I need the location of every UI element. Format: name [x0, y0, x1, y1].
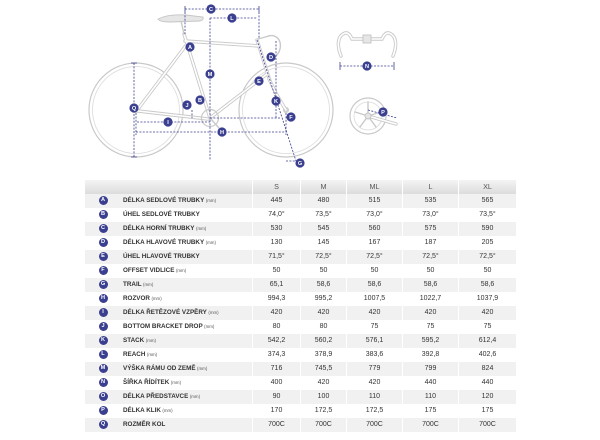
value-o-s: 90 [252, 390, 300, 404]
row-unit: (mm) [151, 296, 162, 301]
marker-f-label: F [289, 115, 293, 121]
row-letter-badge: D [99, 238, 108, 247]
row-letter-cell [85, 292, 121, 306]
saddle [158, 15, 203, 22]
row-letter-cell [85, 278, 121, 292]
header-size-s: S [252, 180, 300, 194]
table-body [85, 194, 516, 432]
marker-i-label: I [167, 120, 169, 126]
value-p-m: 172,5 [300, 404, 346, 418]
value-h-l: 1022,7 [402, 292, 458, 306]
row-unit: (mm) [205, 240, 216, 245]
value-m-l: 799 [402, 362, 458, 376]
marker-g-label: G [297, 161, 303, 167]
row-letter-badge: Q [99, 420, 108, 429]
row-label-cell [121, 222, 252, 236]
value-q-l: 700C [402, 418, 458, 432]
row-letter-cell [85, 320, 121, 334]
row-label: VÝŠKA RÁMU OD ZEMĚ [123, 365, 196, 372]
marker-j-label: J [185, 103, 189, 109]
row-letter-badge: B [99, 210, 108, 219]
value-b-s: 74,0° [252, 208, 300, 222]
value-i-s: 420 [252, 306, 300, 320]
table-row-b [85, 208, 516, 222]
value-q-m: 700C [300, 418, 346, 432]
value-d-s: 130 [252, 236, 300, 250]
value-b-xl: 73,5° [458, 208, 516, 222]
row-letter-cell [85, 236, 121, 250]
value-h-m: 995,2 [300, 292, 346, 306]
value-g-xl: 58,6 [458, 278, 516, 292]
marker-c [206, 4, 215, 13]
table-header [85, 180, 516, 194]
marker-j [182, 100, 191, 109]
table-row-g [85, 278, 516, 292]
value-b-m: 73,5° [300, 208, 346, 222]
row-label: DÉLKA ŘETĚZOVÉ VZPĚRY [123, 309, 207, 316]
value-n-xl: 440 [458, 376, 516, 390]
value-e-l: 72,5° [402, 250, 458, 264]
row-letter-cell [85, 376, 121, 390]
marker-m-label: M [207, 72, 213, 78]
table-row-c [85, 222, 516, 236]
row-letter-cell [85, 418, 121, 432]
row-label: TRAIL [123, 281, 142, 288]
table-row-o [85, 390, 516, 404]
value-j-xl: 75 [458, 320, 516, 334]
row-letter-badge: N [99, 378, 108, 387]
row-label-cell [121, 250, 252, 264]
row-unit: (mm) [170, 380, 182, 385]
row-letter-cell [85, 404, 121, 418]
table-row-j [85, 320, 516, 334]
marker-c-label: C [208, 7, 214, 13]
value-p-xl: 175 [458, 404, 516, 418]
marker-n [362, 61, 371, 70]
value-q-xl: 700C [458, 418, 516, 432]
row-letter-cell [85, 348, 121, 362]
value-d-l: 187 [402, 236, 458, 250]
row-label: DÉLKA HLAVOVÉ TRUBKY [123, 239, 205, 246]
row-label-cell [121, 194, 252, 208]
value-k-ml: 576,1 [346, 334, 402, 348]
value-q-s: 700C [252, 418, 300, 432]
row-letter-badge: G [99, 280, 108, 289]
header-size-xl: XL [458, 180, 516, 194]
marker-m [205, 69, 214, 78]
row-letter-badge: K [99, 336, 108, 345]
value-o-l: 110 [402, 390, 458, 404]
row-letter-badge: E [99, 252, 108, 261]
value-i-ml: 420 [346, 306, 402, 320]
value-j-ml: 75 [346, 320, 402, 334]
value-d-ml: 167 [346, 236, 402, 250]
row-letter-cell [85, 250, 121, 264]
marker-q-label: Q [131, 106, 137, 112]
marker-l-label: L [230, 16, 234, 22]
value-e-xl: 72,5° [458, 250, 516, 264]
row-letter-badge: H [99, 294, 108, 303]
row-label-cell [121, 306, 252, 320]
row-letter-cell [85, 194, 121, 208]
table-row-l [85, 348, 516, 362]
value-i-xl: 420 [458, 306, 516, 320]
marker-e-label: E [257, 79, 261, 85]
value-n-l: 440 [402, 376, 458, 390]
row-unit: (mm) [189, 394, 201, 399]
value-i-m: 420 [300, 306, 346, 320]
value-c-s: 530 [252, 222, 300, 236]
row-label: ÚHEL SEDLOVÉ TRUBKY [123, 211, 200, 218]
row-letter-cell [85, 208, 121, 222]
table-row-f [85, 264, 516, 278]
value-o-m: 100 [300, 390, 346, 404]
value-m-ml: 779 [346, 362, 402, 376]
dimension-markers [129, 4, 387, 167]
row-unit: (mm) [146, 352, 158, 357]
row-unit: (mm) [204, 324, 215, 329]
marker-d [266, 52, 275, 61]
row-unit: (mm) [162, 408, 173, 413]
geometry-table [85, 180, 516, 432]
value-g-ml: 58,6 [346, 278, 402, 292]
table-row-i [85, 306, 516, 320]
marker-b [195, 95, 204, 104]
value-h-ml: 1007,5 [346, 292, 402, 306]
value-f-s: 50 [252, 264, 300, 278]
row-label-cell [121, 418, 252, 432]
marker-a-label: A [187, 45, 193, 51]
value-l-l: 392,8 [402, 348, 458, 362]
value-n-s: 400 [252, 376, 300, 390]
marker-k-label: K [273, 99, 279, 105]
value-c-xl: 590 [458, 222, 516, 236]
row-label: DÉLKA HORNÍ TRUBKY [123, 225, 195, 232]
value-h-s: 994,3 [252, 292, 300, 306]
row-label-cell [121, 376, 252, 390]
marker-i [163, 117, 172, 126]
marker-k [271, 96, 280, 105]
value-f-l: 50 [402, 264, 458, 278]
value-l-xl: 402,6 [458, 348, 516, 362]
value-f-m: 50 [300, 264, 346, 278]
row-label-cell [121, 404, 252, 418]
value-p-ml: 172,5 [346, 404, 402, 418]
table-row-h [85, 292, 516, 306]
row-unit: (mm) [205, 198, 217, 203]
marker-n-label: N [364, 64, 370, 70]
value-g-s: 65,1 [252, 278, 300, 292]
row-letter-badge: C [99, 224, 108, 233]
row-label: STACK [123, 337, 145, 344]
table-row-a [85, 194, 516, 208]
value-k-xl: 612,4 [458, 334, 516, 348]
value-m-m: 745,5 [300, 362, 346, 376]
row-letter-cell [85, 362, 121, 376]
value-c-ml: 560 [346, 222, 402, 236]
row-label-cell [121, 236, 252, 250]
marker-p-label: P [381, 110, 385, 116]
seatpost [181, 21, 184, 34]
row-letter-badge: I [99, 308, 108, 317]
value-k-s: 542,2 [252, 334, 300, 348]
row-label-cell [121, 390, 252, 404]
table-row-e [85, 250, 516, 264]
header-blank-label [121, 180, 252, 194]
header-blank-letter [85, 180, 121, 194]
row-unit: (mm) [208, 310, 219, 315]
marker-g [295, 158, 304, 167]
row-unit: (mm) [175, 268, 187, 273]
row-label-cell [121, 348, 252, 362]
row-label-cell [121, 362, 252, 376]
value-d-xl: 205 [458, 236, 516, 250]
row-label-cell [121, 320, 252, 334]
row-label-cell [121, 278, 252, 292]
value-c-m: 545 [300, 222, 346, 236]
table-row-n [85, 376, 516, 390]
value-g-l: 58,6 [402, 278, 458, 292]
row-letter-cell [85, 264, 121, 278]
value-e-ml: 72,5° [346, 250, 402, 264]
value-o-ml: 110 [346, 390, 402, 404]
row-label: DÉLKA SEDLOVÉ TRUBKY [123, 197, 205, 204]
marker-b-label: B [197, 98, 203, 104]
value-o-xl: 120 [458, 390, 516, 404]
marker-f [286, 112, 295, 121]
header-size-l: L [402, 180, 458, 194]
row-label: OFFSET VIDLICE [123, 267, 175, 274]
table-row-d [85, 236, 516, 250]
table-row-p [85, 404, 516, 418]
marker-e [254, 76, 263, 85]
row-letter-cell [85, 222, 121, 236]
row-unit: (mm) [145, 338, 156, 343]
crank-axle [365, 113, 371, 119]
row-unit: (mm) [195, 226, 207, 231]
row-letter-badge: J [99, 322, 108, 331]
row-letter-badge: L [99, 350, 108, 359]
value-a-l: 535 [402, 194, 458, 208]
row-label: DÉLKA KLIK [123, 407, 161, 414]
row-label-cell [121, 264, 252, 278]
row-letter-badge: O [99, 392, 108, 401]
value-b-ml: 73,0° [346, 208, 402, 222]
stem [258, 36, 269, 39]
geometry-diagram [0, 0, 600, 178]
marker-l [227, 13, 236, 22]
value-f-xl: 50 [458, 264, 516, 278]
value-g-m: 58,6 [300, 278, 346, 292]
value-p-s: 170 [252, 404, 300, 418]
header-size-m: M [300, 180, 346, 194]
row-unit: (mm) [143, 282, 154, 287]
value-f-ml: 50 [346, 264, 402, 278]
stem-clamp [363, 35, 371, 43]
row-letter-cell [85, 306, 121, 320]
value-l-ml: 383,6 [346, 348, 402, 362]
row-letter-badge: A [99, 196, 108, 205]
row-letter-cell [85, 390, 121, 404]
row-label: REACH [123, 351, 146, 358]
value-e-m: 72,5° [300, 250, 346, 264]
row-letter-badge: F [99, 266, 108, 275]
row-label: BOTTOM BRACKET DROP [123, 323, 203, 330]
value-m-xl: 824 [458, 362, 516, 376]
value-c-l: 575 [402, 222, 458, 236]
value-a-m: 480 [300, 194, 346, 208]
value-q-ml: 700C [346, 418, 402, 432]
row-label-cell [121, 334, 252, 348]
row-label: ŠÍŘKA ŘÍDÍTEK [123, 379, 170, 386]
row-label: ROZMĚR KOL [123, 421, 166, 428]
value-a-xl: 565 [458, 194, 516, 208]
value-e-s: 71,5° [252, 250, 300, 264]
table-row-k [85, 334, 516, 348]
value-m-s: 716 [252, 362, 300, 376]
marker-p [378, 107, 387, 116]
row-letter-cell [85, 334, 121, 348]
table-row-q [85, 418, 516, 432]
value-l-m: 378,9 [300, 348, 346, 362]
row-label: ÚHEL HLAVOVÉ TRUBKY [123, 253, 200, 260]
marker-a [185, 42, 194, 51]
value-k-m: 560,2 [300, 334, 346, 348]
value-b-l: 73,0° [402, 208, 458, 222]
value-d-m: 145 [300, 236, 346, 250]
value-h-xl: 1037,9 [458, 292, 516, 306]
row-letter-badge: M [99, 364, 108, 373]
marker-d-label: D [268, 55, 274, 61]
value-a-s: 445 [252, 194, 300, 208]
handlebar-detail [338, 33, 395, 56]
value-n-m: 420 [300, 376, 346, 390]
row-letter-badge: P [99, 406, 108, 415]
marker-q [129, 103, 138, 112]
table-row-m [85, 362, 516, 376]
row-label: ROZVOR [123, 295, 150, 302]
row-unit: (mm) [197, 366, 208, 371]
marker-h [217, 127, 226, 136]
value-i-l: 420 [402, 306, 458, 320]
row-label: DÉLKA PŘEDSTAVCE [123, 393, 189, 400]
value-l-s: 374,3 [252, 348, 300, 362]
value-a-ml: 515 [346, 194, 402, 208]
header-size-ml: ML [346, 180, 402, 194]
marker-h-label: H [219, 130, 225, 136]
value-j-s: 80 [252, 320, 300, 334]
row-label-cell [121, 292, 252, 306]
value-n-ml: 420 [346, 376, 402, 390]
value-j-m: 80 [300, 320, 346, 334]
value-j-l: 75 [402, 320, 458, 334]
value-k-l: 595,2 [402, 334, 458, 348]
row-label-cell [121, 208, 252, 222]
value-p-l: 175 [402, 404, 458, 418]
